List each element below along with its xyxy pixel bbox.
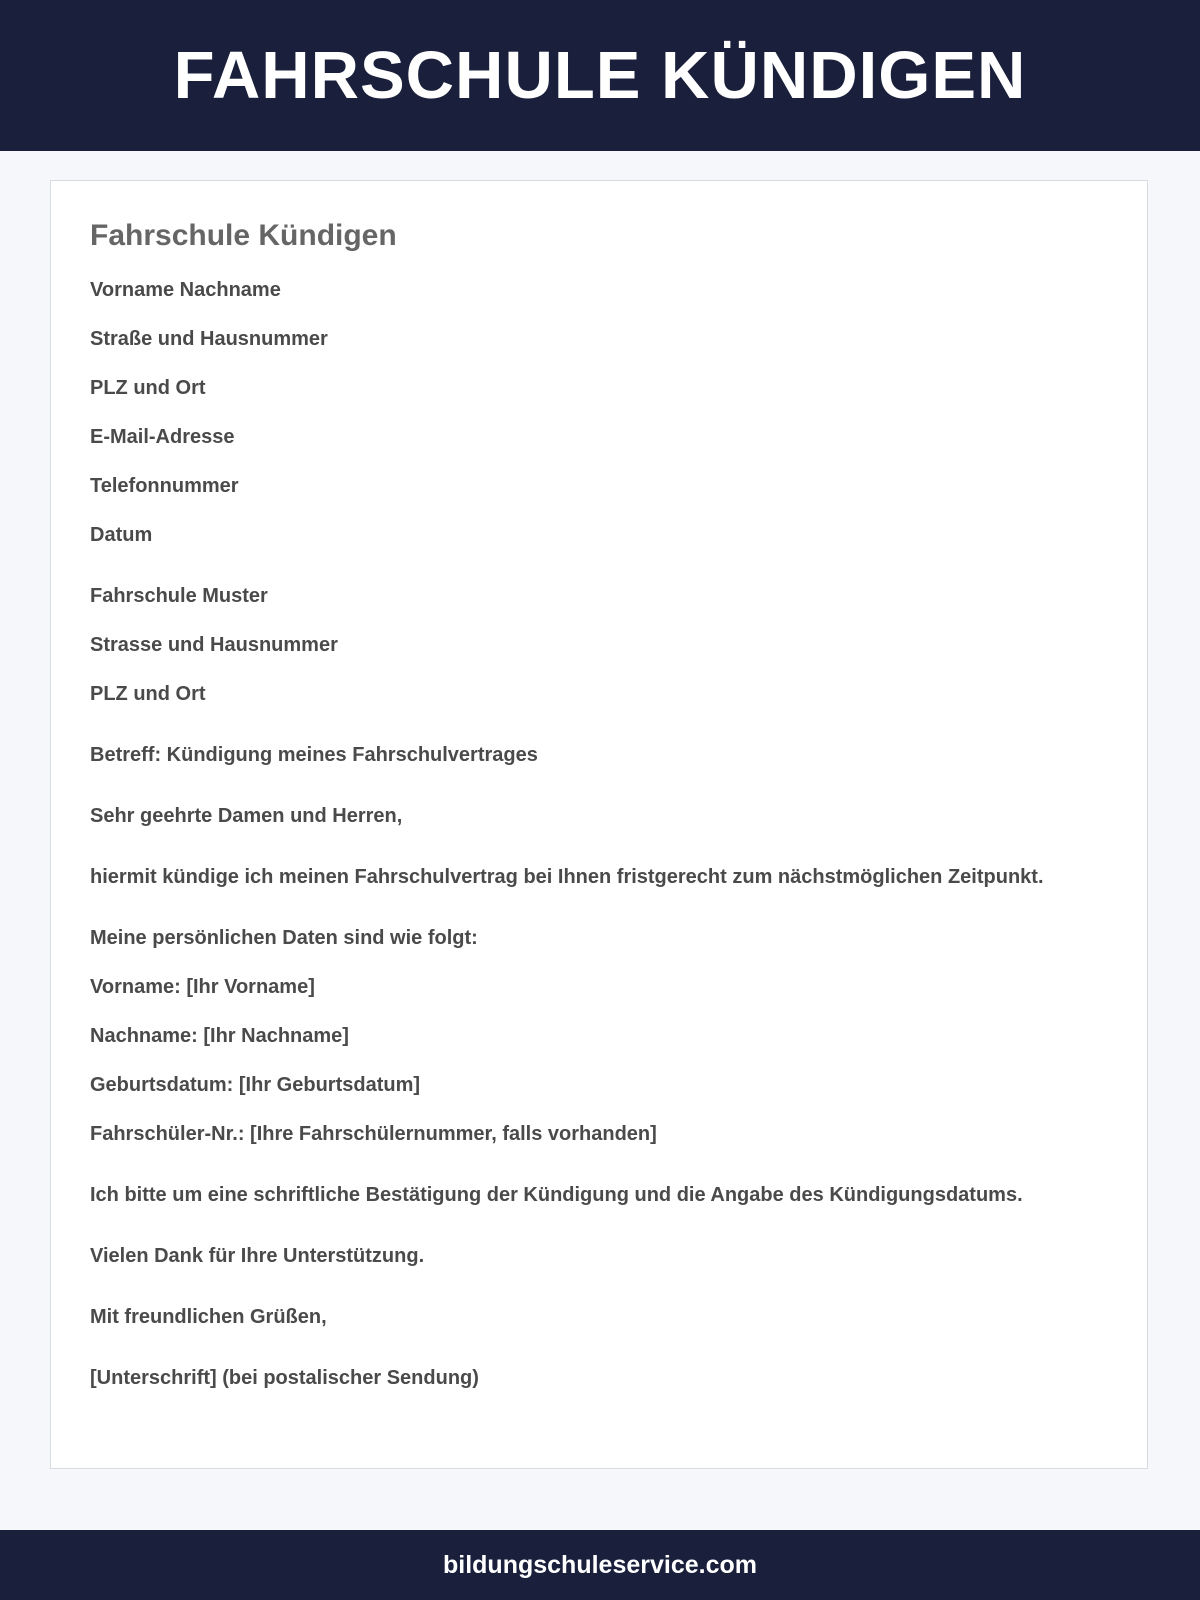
page-footer <box>0 1530 1200 1600</box>
recipient-street: Strasse und Hausnummer <box>90 634 338 656</box>
sender-city: PLZ und Ort <box>90 377 206 399</box>
sender-phone: Telefonnummer <box>90 475 239 497</box>
sender-email: E-Mail-Adresse <box>90 426 235 448</box>
footer-site: bildungschuleservice.com <box>443 1550 757 1579</box>
letter-signature: [Unterschrift] (bei postalischer Sendung) <box>90 1367 479 1389</box>
letter-subject: Betreff: Kündigung meines Fahrschulvertrages <box>90 744 538 766</box>
recipient-name: Fahrschule Muster <box>90 585 268 607</box>
letter-closing: Mit freundlichen Grüßen, <box>90 1306 327 1328</box>
recipient-city: PLZ und Ort <box>90 683 206 705</box>
letter-card <box>50 180 1148 1469</box>
personal-firstname: Vorname: [Ihr Vorname] <box>90 976 315 998</box>
page-header <box>0 0 1200 151</box>
letter-heading: Fahrschule Kündigen <box>90 219 397 252</box>
letter-date: Datum <box>90 524 153 546</box>
personal-student-number: Fahrschüler-Nr.: [Ihre Fahrschülernummer, falls vorhanden] <box>90 1123 657 1145</box>
sender-street: Straße und Hausnummer <box>90 328 328 350</box>
letter-thanks: Vielen Dank für Ihre Unterstützung. <box>90 1245 425 1267</box>
personal-lastname: Nachname: [Ihr Nachname] <box>90 1025 349 1047</box>
letter-salutation: Sehr geehrte Damen und Herren, <box>90 805 403 827</box>
letter-body-intro: hiermit kündige ich meinen Fahrschulvertrag bei Ihnen fristgerecht zum nächstmöglichen Zeitpunkt. <box>90 866 1044 888</box>
personal-data-intro: Meine persönlichen Daten sind wie folgt: <box>90 927 478 949</box>
confirmation-request: Ich bitte um eine schriftliche Bestätigung der Kündigung und die Angabe des Kündigungsdatums. <box>90 1184 1023 1206</box>
page-title: FAHRSCHULE KÜNDIGEN <box>173 38 1027 113</box>
personal-birthdate: Geburtsdatum: [Ihr Geburtsdatum] <box>90 1074 421 1096</box>
sender-name: Vorname Nachname <box>90 279 281 301</box>
